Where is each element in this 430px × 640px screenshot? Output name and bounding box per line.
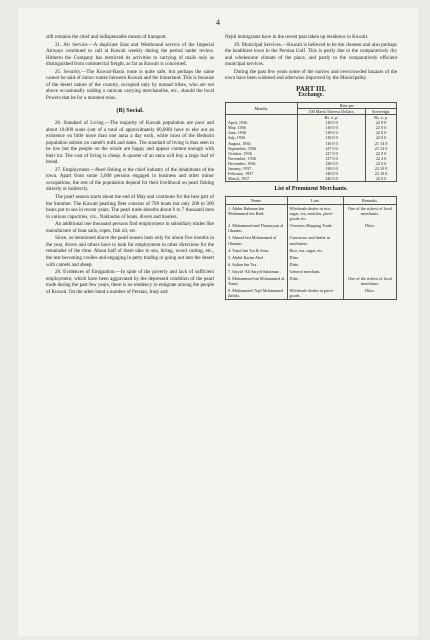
cell-sov: 22 0 0 bbox=[366, 130, 397, 135]
cell-line: Overseas Shipping Trade. bbox=[287, 222, 343, 234]
cell-name: 1. Abdur Rahman bin Mohammed bin Badr. bbox=[226, 204, 288, 222]
cell-line: Wholesale dealer in rice, sugar, tea, matches, piece-goods etc. bbox=[287, 204, 343, 222]
cell-name: 8. Mohammed bin Mohammed al Yusuf. bbox=[226, 275, 288, 287]
cell-sov: 22 0 0 bbox=[366, 135, 397, 140]
paragraph-off-season: Since, as mentioned above the pearl season lasts only for about five months in the year, divers and others have to look for employment in other directions for the remainder of the time. About half of them take to sea, hiring, wood cutting, etc., the rest becoming coolies and engaging in petty trading or going out into the desert with camels and sheep. bbox=[46, 235, 214, 268]
paragraph-pearl-season: The pearl season starts about the end of May and continues for the best part of the Summer. The Kuwait pearling fleet consists of 700 boats but only 200 to 300 boats put to sea in recent years. The pearl trade absorbs about 6 to 7 thousand men in various capacities, viz., Nakhudas of boats, divers and haulers. bbox=[46, 194, 214, 220]
cell-remarks bbox=[343, 261, 396, 268]
cell-month: March, 1937 bbox=[226, 176, 298, 182]
merchants-title: List of Prominent Merchants. bbox=[274, 186, 348, 193]
header-sovereign: Sovereign. bbox=[366, 109, 397, 115]
cell-name: 4. Yusuf bin 'Isa & Sons. bbox=[226, 247, 288, 254]
merchants-table-body bbox=[226, 204, 397, 299]
cell-maria: 110 0 0 bbox=[297, 135, 365, 140]
cell-maria: 138 0 0 bbox=[297, 166, 365, 171]
cell-sov: 22 10 0 bbox=[366, 166, 397, 171]
cell-month: May, 1936 bbox=[226, 125, 298, 130]
exchange-table bbox=[225, 102, 397, 182]
paragraph-bazaars: During the past few years some of the narrow and overcrowded bazaars of the town have been widened and otherwise improved by the Municipality. bbox=[225, 68, 397, 82]
cell-month: September, 1936 bbox=[226, 146, 298, 151]
table-row bbox=[226, 234, 397, 246]
header-remarks: Remarks. bbox=[343, 196, 396, 204]
cell-maria: 127 0 0 bbox=[297, 146, 365, 151]
cell-sov: 22 0 0 bbox=[366, 176, 397, 182]
cell-name: 9. Mohammed 'Aqil Mohammed Zaibia. bbox=[226, 287, 288, 300]
paragraph-emigration: 28. Evidences of Emigration.—In spite of the poverty and lack of sufficient employment, which have been aggravated by the depressed condition of the pearl trade during the past few years, there is no tendency to emigrate among the people of Kuwait. On the other hand a number of Persian, Iraqi and bbox=[46, 269, 214, 295]
cell-maria: 127 0 0 bbox=[297, 151, 365, 156]
units-maria: Rs. a. p. bbox=[297, 115, 365, 121]
paragraph-employment: 27. Employment.—Pearl fishing is the chief industry of the inhabitants of the town. Apart from some 3,000 persons engaged in business and other minor occupations, the rest of the population depend for their livelihood on pearl fishing directly or indirectly. bbox=[46, 166, 214, 193]
cell-maria: 140 0 0 bbox=[297, 171, 365, 176]
units-sovereign: Rs. a. p. bbox=[366, 115, 397, 121]
cell-remarks bbox=[343, 268, 396, 275]
cell-sov: 22 0 0 bbox=[366, 161, 397, 166]
cell-line: Contractor and dealer in machinery. bbox=[287, 234, 343, 246]
table-row bbox=[226, 268, 397, 275]
table-row bbox=[226, 247, 397, 254]
table-row bbox=[226, 275, 397, 287]
section-heading-social: (B) Social. bbox=[116, 107, 144, 115]
merchants-table bbox=[225, 196, 397, 301]
paragraph-municipal-services: 29. Municipal Services.—Kuwait is believed to be the cleanest and also perhaps the healthiest town in the Persian Gulf. This is partly due to the comparatively dry and wholesome climate of the place, and partly to the comparatively efficient municipal services. bbox=[225, 41, 397, 68]
cell-maria: 118 0 0 bbox=[297, 130, 365, 135]
cell-sov: 22 0 0 bbox=[366, 151, 397, 156]
table-row bbox=[226, 222, 397, 234]
cell-month: April, 1936 bbox=[226, 120, 298, 125]
cell-maria: 110 0 0 bbox=[297, 125, 365, 130]
paragraph-air-service: 21. Air Service.—A duplicate East and Westbound service of the Imperial Airways continued to call at Kuwait weekly during the period under review. Hitherto the Company has restricted its activities to carrying of mails only as distinguished from commercial freight, as far as Kuwait is concerned. bbox=[46, 41, 214, 68]
cell-line: Ditto . bbox=[287, 275, 343, 287]
cell-month: October, 1936 bbox=[226, 151, 298, 156]
cell-line: Rice, tea, sugar, etc. bbox=[287, 247, 343, 254]
exchange-table-body bbox=[226, 115, 397, 182]
page-number: 4 bbox=[216, 18, 220, 27]
header-maria-theresa: 100 Maria Theresa Dollars. bbox=[297, 109, 365, 115]
cell-remarks: Ditto. bbox=[343, 287, 396, 300]
document-page bbox=[18, 8, 418, 636]
cell-maria: 128 0 0 bbox=[297, 161, 365, 166]
table-row bbox=[226, 204, 397, 222]
cell-name: 7. Saiyid 'Ali Saiyid Sulaiman . bbox=[226, 268, 288, 275]
table-row bbox=[226, 287, 397, 300]
header-months: Months. bbox=[226, 102, 298, 114]
table-row bbox=[226, 261, 397, 268]
cell-maria: 127 0 0 bbox=[297, 156, 365, 161]
part-title: PART III. bbox=[296, 84, 326, 93]
cell-month: January, 1937 bbox=[226, 166, 298, 171]
cell-month: November, 1936 bbox=[226, 156, 298, 161]
cell-month: June, 1936 bbox=[226, 130, 298, 135]
cell-name: 6. Sultan bin 'Isa . bbox=[226, 261, 288, 268]
table-row bbox=[226, 176, 397, 182]
cell-remarks bbox=[343, 247, 396, 254]
table-row bbox=[226, 254, 397, 261]
cell-month: February, 1937 bbox=[226, 171, 298, 176]
right-column bbox=[225, 34, 397, 300]
cell-remarks: One of the richest of local merchants. bbox=[343, 275, 396, 287]
cell-month: December, 1936 bbox=[226, 161, 298, 166]
cell-sov: 21 12 0 bbox=[366, 146, 397, 151]
cell-maria: 140 0 0 bbox=[297, 176, 365, 182]
header-line: Line. bbox=[287, 196, 343, 204]
paragraph-standard-of-living: 26. Standard of Living.—The majority of Kuwait population are poor and about 10,000 souls (out of a total of approximately 60,000) have to eke out an existence on little more than one anna a day each, while most of the Beduoin population subsist on camel's milk and dates. The standard of living is thus seen to be low but the people on the whole are happy and appear content enough with their lot. The cost of living is cheap. A quarter of an anna will buy a large loaf of bread. bbox=[46, 120, 214, 166]
paragraph-security: 25. Security.—The Kuwait-Basra route is quite safe, but perhaps the same cannot be said of minor routes between Kuwait and the hinterland. This is because of the desert nature of the country, occupied only by nomad tribes, who are not above occasionally raiding a caravan carrying merchandise, etc., should the local Powers that be for a moment relax. bbox=[46, 68, 214, 101]
cell-line: General merchant. bbox=[287, 268, 343, 275]
cell-month: July, 1936 bbox=[226, 135, 298, 140]
header-name: Name. bbox=[226, 196, 288, 204]
cell-sov: 22 0 0 bbox=[366, 125, 397, 130]
cell-remarks bbox=[343, 234, 396, 246]
cell-sov: 22 0 0 bbox=[366, 120, 397, 125]
left-column bbox=[46, 34, 214, 296]
cell-remarks bbox=[343, 254, 396, 261]
paragraph: still remains the chief and indispensable means of transport. bbox=[46, 34, 167, 40]
cell-name: 2. Mohammed and Thunayyan al Ghanim. bbox=[226, 222, 288, 234]
cell-line: Wholesale dealer in piece-goods. bbox=[287, 287, 343, 300]
cell-line: Ditto. bbox=[287, 254, 343, 261]
cell-line: Ditto. bbox=[287, 261, 343, 268]
exchange-title: Exchange. bbox=[298, 92, 324, 99]
cell-remarks: Ditto. bbox=[343, 222, 396, 234]
cell-maria: 116 0 0 bbox=[297, 141, 365, 146]
cell-sov: 21 14 0 bbox=[366, 141, 397, 146]
paragraph-subsidiary-trades: An additional one thousand persons find employment in subsidiary trades like manufacture of boat sails, ropes, fish oil, etc. bbox=[46, 221, 214, 234]
cell-sov: 22 4 0 bbox=[366, 156, 397, 161]
cell-remarks: One of the richest of local merchants. bbox=[343, 204, 396, 222]
header-rate: Rate per bbox=[297, 102, 396, 108]
cell-maria: 110 0 0 bbox=[297, 120, 365, 125]
paragraph: Nejdi immigrants have in the recent past taken up residence in Kuwait. bbox=[225, 34, 369, 40]
cell-name: 3. Ahmed bin Mohammed al Ghanim. bbox=[226, 234, 288, 246]
cell-month: August, 1936 bbox=[226, 141, 298, 146]
cell-sov: 22 10 0 bbox=[366, 171, 397, 176]
cell-name: 5. Abdul Karim Abel . bbox=[226, 254, 288, 261]
